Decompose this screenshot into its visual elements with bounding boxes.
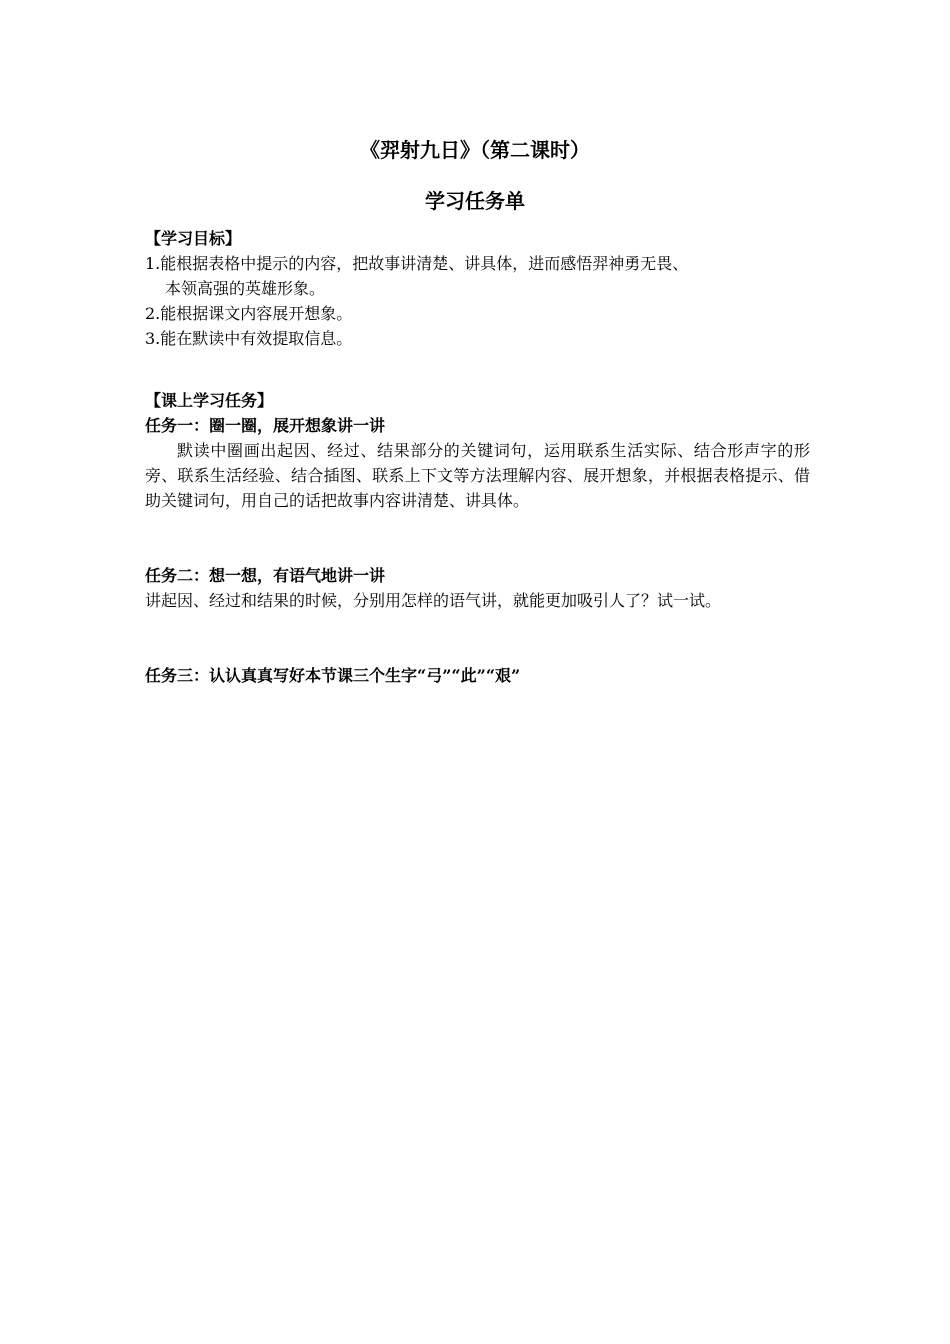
task-1-body: 默读中圈画出起因、经过、结果部分的关键词句，运用联系生活实际、结合形声字的形旁、联系生活经验、结合插图、联系上下文等方法理解内容、展开想象，并根据表格提示、借助关键词句，用自己的话把故事内容讲清楚、讲具体。 — [145, 441, 810, 510]
goal-item-1: 1.能根据表格中提示的内容，把故事讲清楚、讲具体，进而感悟羿神勇无畏、 — [145, 254, 689, 273]
task-2-section — [145, 563, 810, 613]
document-title: 《羿射九日》（第二课时） — [360, 138, 590, 162]
tasks-section — [145, 388, 810, 513]
task-3-section — [145, 663, 810, 688]
goal-item-1-continued: 本领高强的英雄形象。 — [165, 279, 326, 298]
document-subtitle: 学习任务单 — [425, 189, 525, 213]
task-3-title: 任务三：认认真真写好本节课三个生字“弓”“此”“艰” — [145, 666, 521, 685]
tasks-heading: 【课上学习任务】 — [145, 391, 274, 410]
goals-heading: 【学习目标】 — [145, 229, 242, 248]
task-2-body: 讲起因、经过和结果的时候，分别用怎样的语气讲，就能更加吸引人了？试一试。 — [145, 591, 722, 610]
task-1-title: 任务一：圈一圈，展开想象讲一讲 — [145, 416, 386, 435]
goal-item-3: 3.能在默读中有效提取信息。 — [145, 329, 353, 348]
goal-item-2: 2.能根据课文内容展开想象。 — [145, 304, 353, 323]
goals-section — [145, 226, 810, 351]
task-2-title: 任务二：想一想，有语气地讲一讲 — [145, 566, 386, 585]
